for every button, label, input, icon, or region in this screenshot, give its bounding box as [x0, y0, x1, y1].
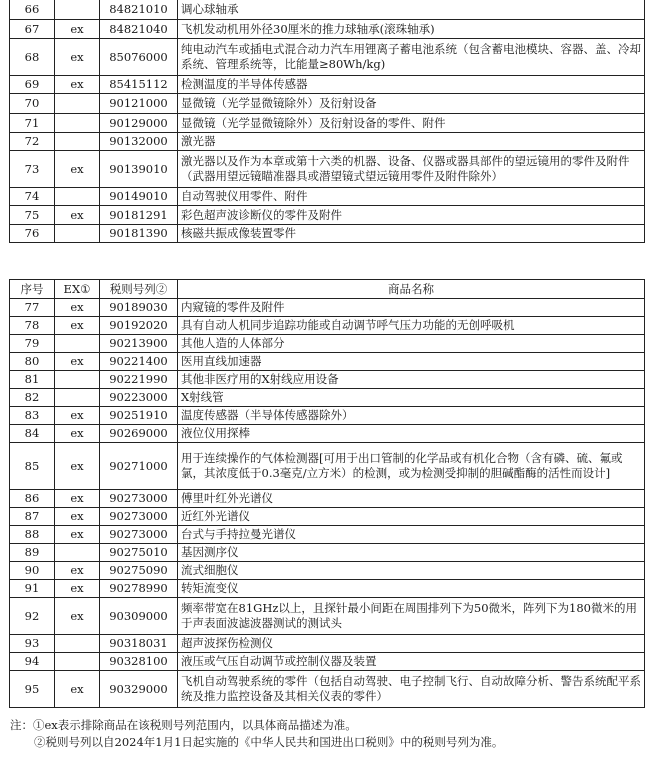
table-row [10, 544, 645, 562]
table-row [10, 598, 645, 635]
row-ex [55, 133, 100, 151]
row-name: 其他人造的人体部分 [178, 335, 645, 353]
row-seq: 69 [10, 76, 55, 94]
row-code: 90278990 [100, 580, 178, 598]
row-seq: 87 [10, 508, 55, 526]
row-code: 84821010 [100, 0, 178, 20]
row-ex: ex [55, 206, 100, 225]
row-ex: ex [55, 526, 100, 544]
row-code: 84821040 [100, 20, 178, 39]
table-top [9, 0, 645, 243]
row-code: 90271000 [100, 443, 178, 490]
row-name: 飞机自动驾驶系统的零件（包括自动驾驶、电子控制飞行、自动故障分析、警告系统配平系统及推力监控设备及其相关仪表的零件） [178, 671, 645, 708]
table-row [10, 671, 645, 708]
row-name: 液位仪用探棒 [178, 425, 645, 443]
table-row [10, 490, 645, 508]
row-code: 90221400 [100, 353, 178, 371]
table-header-row [10, 280, 645, 299]
table-row [10, 635, 645, 653]
row-ex: ex [55, 598, 100, 635]
row-code: 90273000 [100, 490, 178, 508]
row-ex [55, 188, 100, 206]
row-ex: ex [55, 317, 100, 335]
row-seq: 66 [10, 0, 55, 20]
row-name: 转矩流变仪 [178, 580, 645, 598]
row-name: 傅里叶红外光谱仪 [178, 490, 645, 508]
row-ex [55, 371, 100, 389]
footnote-1: 注：①ex表示排除商品在该税则号列范围内，以具体商品描述为准。 [10, 718, 357, 732]
row-code: 90329000 [100, 671, 178, 708]
table-row [10, 188, 645, 206]
table-row [10, 389, 645, 407]
header-ex: EX① [55, 280, 100, 299]
row-ex: ex [55, 407, 100, 425]
table-row [10, 76, 645, 94]
row-code: 90192020 [100, 317, 178, 335]
header-name: 商品名称 [178, 280, 645, 299]
row-ex: ex [55, 151, 100, 188]
row-code: 90223000 [100, 389, 178, 407]
row-name: 其他非医疗用的X射线应用设备 [178, 371, 645, 389]
table-row [10, 206, 645, 225]
row-ex: ex [55, 299, 100, 317]
row-code: 90132000 [100, 133, 178, 151]
row-code: 90269000 [100, 425, 178, 443]
table-bottom [9, 279, 645, 708]
row-ex: ex [55, 580, 100, 598]
row-name: 彩色超声波诊断仪的零件及附件 [178, 206, 645, 225]
row-seq: 92 [10, 598, 55, 635]
row-name: 用于连续操作的气体检测器[可用于出口管制的化学品或有机化合物（含有磷、硫、氟或氯，其浓度低于0.3毫克/立方米）的检测，或为检测受抑制的胆碱酯酶的活性而设计] [178, 443, 645, 490]
row-code: 90273000 [100, 526, 178, 544]
row-seq: 83 [10, 407, 55, 425]
row-name: 台式与手持拉曼光谱仪 [178, 526, 645, 544]
table-row [10, 225, 645, 243]
row-seq: 77 [10, 299, 55, 317]
row-ex: ex [55, 76, 100, 94]
row-ex: ex [55, 490, 100, 508]
table-row [10, 0, 645, 20]
table-row [10, 508, 645, 526]
row-ex: ex [55, 671, 100, 708]
row-name: X射线管 [178, 389, 645, 407]
row-name: 纯电动汽车或插电式混合动力汽车用锂离子蓄电池系统（包含蓄电池模块、容器、盖、冷却系统、管理系统等，比能量≥80Wh/kg) [178, 39, 645, 76]
row-ex [55, 335, 100, 353]
row-seq: 70 [10, 94, 55, 114]
table-row [10, 94, 645, 114]
row-name: 自动驾驶仪用零件、附件 [178, 188, 645, 206]
table-row [10, 653, 645, 671]
row-seq: 84 [10, 425, 55, 443]
row-code: 90181390 [100, 225, 178, 243]
row-code: 90189030 [100, 299, 178, 317]
row-seq: 93 [10, 635, 55, 653]
row-seq: 95 [10, 671, 55, 708]
row-name: 医用直线加速器 [178, 353, 645, 371]
row-seq: 89 [10, 544, 55, 562]
row-ex [55, 94, 100, 114]
row-code: 90129000 [100, 114, 178, 133]
row-name: 调心球轴承 [178, 0, 645, 20]
row-ex [55, 0, 100, 20]
row-name: 温度传感器（半导体传感器除外） [178, 407, 645, 425]
row-code: 90275010 [100, 544, 178, 562]
row-seq: 80 [10, 353, 55, 371]
row-seq: 67 [10, 20, 55, 39]
row-name: 流式细胞仪 [178, 562, 645, 580]
row-ex [55, 635, 100, 653]
row-code: 90121000 [100, 94, 178, 114]
row-ex [55, 114, 100, 133]
row-name: 显微镜（光学显微镜除外）及衍射设备 [178, 94, 645, 114]
table-row [10, 407, 645, 425]
footnotes [10, 717, 650, 751]
row-ex [55, 225, 100, 243]
row-code: 90251910 [100, 407, 178, 425]
table-row [10, 562, 645, 580]
table-row [10, 335, 645, 353]
row-name: 频率带宽在81GHz以上，且探针最小间距在周围排列下为50微米，阵列下为180微米的用于声表面波滤波器测试的测试头 [178, 598, 645, 635]
footnote-2: ②税则号列以自2024年1月1日起实施的《中华人民共和国进出口税则》中的税则号列为准。 [34, 735, 504, 749]
row-seq: 91 [10, 580, 55, 598]
table-row [10, 20, 645, 39]
row-ex: ex [55, 425, 100, 443]
row-ex: ex [55, 443, 100, 490]
row-seq: 75 [10, 206, 55, 225]
row-ex [55, 389, 100, 407]
row-seq: 76 [10, 225, 55, 243]
row-code: 85076000 [100, 39, 178, 76]
row-code: 90181291 [100, 206, 178, 225]
row-name: 具有自动人机同步追踪功能或自动调节呼气压力功能的无创呼吸机 [178, 317, 645, 335]
row-name: 显微镜（光学显微镜除外）及衍射设备的零件、附件 [178, 114, 645, 133]
row-seq: 82 [10, 389, 55, 407]
row-seq: 68 [10, 39, 55, 76]
table-row [10, 151, 645, 188]
row-name: 检测温度的半导体传感器 [178, 76, 645, 94]
row-seq: 73 [10, 151, 55, 188]
table-row [10, 39, 645, 76]
table-row [10, 317, 645, 335]
row-seq: 72 [10, 133, 55, 151]
table-row [10, 371, 645, 389]
row-seq: 74 [10, 188, 55, 206]
row-ex: ex [55, 39, 100, 76]
row-seq: 78 [10, 317, 55, 335]
header-code: 税则号列② [100, 280, 178, 299]
row-name: 基因测序仪 [178, 544, 645, 562]
row-seq: 85 [10, 443, 55, 490]
table-row [10, 443, 645, 490]
row-code: 90213900 [100, 335, 178, 353]
row-ex: ex [55, 20, 100, 39]
row-code: 90309000 [100, 598, 178, 635]
row-name: 内窥镜的零件及附件 [178, 299, 645, 317]
row-name: 超声波探伤检测仪 [178, 635, 645, 653]
row-ex [55, 544, 100, 562]
row-seq: 88 [10, 526, 55, 544]
row-code: 90149010 [100, 188, 178, 206]
row-ex [55, 653, 100, 671]
row-code: 90275090 [100, 562, 178, 580]
row-name: 激光器 [178, 133, 645, 151]
row-name: 液压或气压自动调节或控制仪器及装置 [178, 653, 645, 671]
row-ex: ex [55, 353, 100, 371]
row-ex: ex [55, 562, 100, 580]
table-row [10, 133, 645, 151]
table-row [10, 580, 645, 598]
row-seq: 90 [10, 562, 55, 580]
header-seq: 序号 [10, 280, 55, 299]
table-row [10, 353, 645, 371]
row-code: 85415112 [100, 76, 178, 94]
row-code: 90221990 [100, 371, 178, 389]
row-ex: ex [55, 508, 100, 526]
table-row [10, 114, 645, 133]
row-seq: 71 [10, 114, 55, 133]
row-seq: 81 [10, 371, 55, 389]
row-code: 90139010 [100, 151, 178, 188]
row-name: 激光器以及作为本章或第十六类的机器、设备、仪器或器具部件的望远镜用的零件及附件（武器用望远镜瞄准器具或潜望镜式望远镜用零件及附件除外） [178, 151, 645, 188]
table-row [10, 299, 645, 317]
row-name: 核磁共振成像装置零件 [178, 225, 645, 243]
row-seq: 86 [10, 490, 55, 508]
row-seq: 79 [10, 335, 55, 353]
row-name: 飞机发动机用外径30厘米的推力球轴承(滚珠轴承) [178, 20, 645, 39]
row-code: 90318031 [100, 635, 178, 653]
table-row [10, 425, 645, 443]
row-code: 90273000 [100, 508, 178, 526]
row-seq: 94 [10, 653, 55, 671]
row-name: 近红外光谱仪 [178, 508, 645, 526]
row-code: 90328100 [100, 653, 178, 671]
table-row [10, 526, 645, 544]
